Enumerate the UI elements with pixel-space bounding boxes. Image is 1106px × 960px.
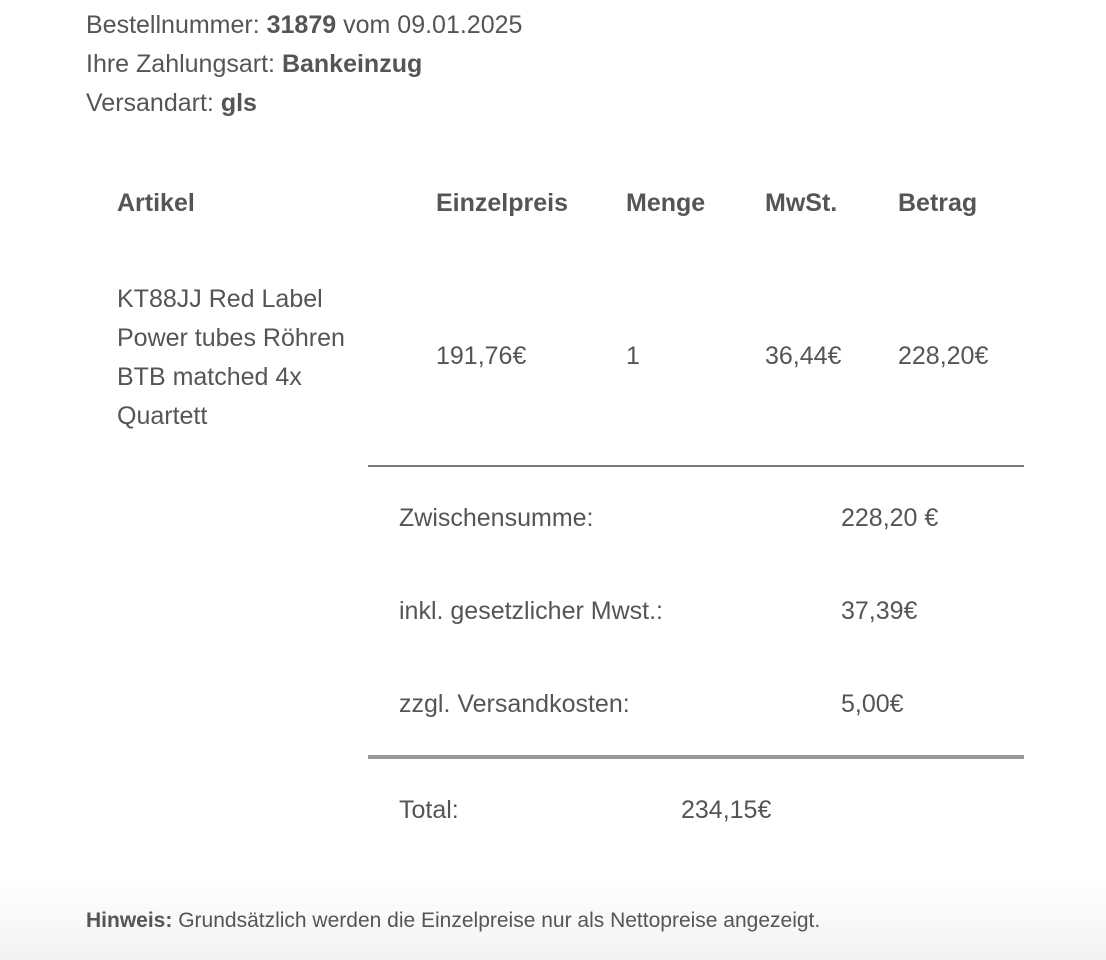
subtotal-value: 228,20 € (841, 504, 939, 532)
payment-method-label: Ihre Zahlungsart: (86, 50, 275, 78)
item-article-line: Quartett (117, 402, 208, 430)
payment-method-line (86, 49, 422, 79)
item-article-line: Power tubes Röhren (117, 324, 345, 352)
shipping-method-line (86, 88, 257, 118)
shipping-cost-value: 5,00€ (841, 690, 904, 718)
order-number-line (86, 10, 522, 40)
total-value: 234,15€ (681, 796, 772, 824)
totals-divider (368, 755, 1024, 759)
shipping-method-label: Versandart: (86, 89, 214, 117)
item-article-line: BTB matched 4x (117, 363, 302, 391)
vat-total-label: inkl. gesetzlicher Mwst.: (399, 597, 663, 625)
order-date-prefix: vom (343, 11, 391, 39)
header-unit-price: Einzelpreis (436, 189, 568, 217)
shipping-cost-label: zzgl. Versandkosten: (399, 690, 630, 718)
vat-total-value: 37,39€ (841, 597, 918, 625)
item-quantity: 1 (626, 342, 640, 370)
item-unit-price: 191,76€ (436, 342, 527, 370)
shipping-method: gls (220, 89, 257, 117)
items-divider (368, 465, 1024, 467)
header-article: Artikel (117, 189, 195, 217)
price-note-text: Grundsätzlich werden die Einzelpreise nur als Nettopreise angezeigt. (178, 909, 821, 932)
subtotal-label: Zwischensumme: (399, 504, 594, 532)
header-quantity: Menge (626, 189, 706, 217)
total-label: Total: (399, 796, 459, 824)
header-amount: Betrag (898, 189, 978, 217)
order-number: 31879 (266, 11, 337, 39)
item-article-name (117, 280, 367, 436)
order-number-label: Bestellnummer: (86, 11, 260, 39)
price-note-label: Hinweis: (86, 909, 173, 932)
item-article-line: KT88JJ Red Label (117, 285, 323, 313)
header-vat: MwSt. (765, 189, 838, 217)
item-vat: 36,44€ (765, 342, 842, 370)
item-amount: 228,20€ (898, 342, 989, 370)
price-note (86, 907, 820, 935)
payment-method: Bankeinzug (281, 50, 423, 78)
order-date: 09.01.2025 (397, 11, 523, 39)
